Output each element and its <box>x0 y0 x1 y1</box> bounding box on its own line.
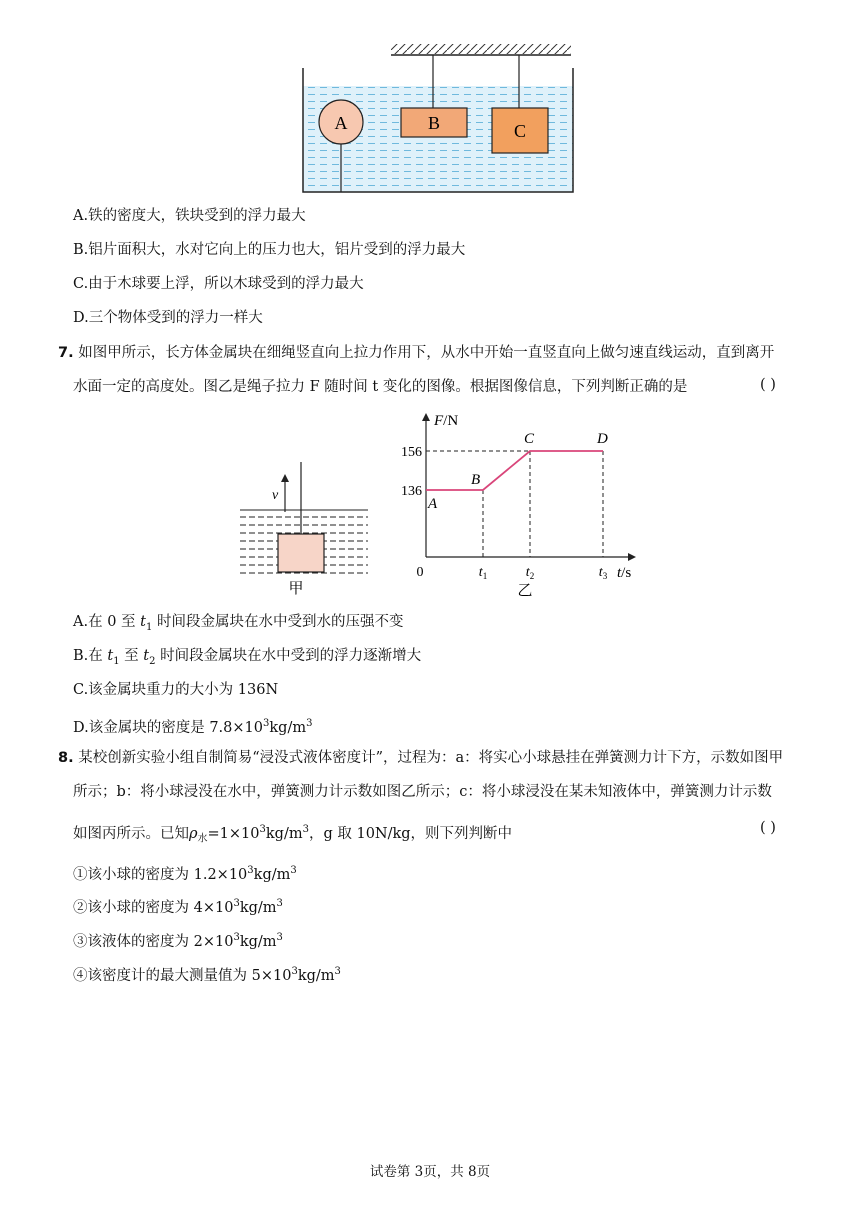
point-label-C: C <box>524 431 535 447</box>
y-axis-arrow <box>422 413 430 421</box>
q8-stem-text1: 某校创新实验小组自制简易“浸没式液体密度计”，过程为：a：将实心小球悬挂在弹簧测力计下方，示数如图甲 <box>78 750 784 766</box>
q7-stem-text1: 如图甲所示，长方体金属块在细绳竖直向上拉力作用下，从水中开始一直竖直向上做匀速直线运动，直到离开 <box>78 345 775 361</box>
velocity-label: v <box>272 488 279 503</box>
q7-option-a: A.在 0 至 $t_1$ 时间段金属块在水中受到水的压强不变 <box>73 614 404 633</box>
x-tick-label-t3: $t_3$ <box>598 565 608 581</box>
q7-option-d: D.该金属块的密度是 $7.8\times 10^3kg/m^3$ <box>73 718 313 736</box>
y-axis-label: F/N <box>434 413 459 429</box>
q7-answer-paren: ( ) <box>760 377 776 393</box>
q8-statement-4: ④该密度计的最大测量值为 $5\times 10^3kg/m^3$ <box>73 966 341 984</box>
q7-option-c: C.该金属块重力的大小为 136N <box>73 682 279 698</box>
q6-option-d: D.三个物体受到的浮力一样大 <box>73 310 263 326</box>
point-label-D: D <box>597 431 608 447</box>
q8-stem-line2: 所示；b：将小球浸没在水中，弹簧测力计示数如图乙所示；c：将小球浸没在某未知液体中，弹簧测力计示数 <box>73 784 772 800</box>
x-tick-label-t1: $t_1$ <box>478 565 488 581</box>
force-series-line <box>426 451 603 490</box>
q8-statement-1: ①该小球的密度为 $1.2\times 10^3kg/m^3$ <box>73 865 297 883</box>
y-tick-label-0: 136 <box>401 484 422 499</box>
q6-option-c: C.由于木球要上浮，所以木球受到的浮力最大 <box>73 276 364 292</box>
q8-statement-3: ③该液体的密度为 $2\times 10^3kg/m^3$ <box>73 932 283 950</box>
page-footer: 试卷第 3页，共 8页 <box>369 1164 491 1180</box>
ceiling-hatch <box>391 44 571 54</box>
origin-label: 0 <box>416 565 424 580</box>
label-a: A <box>334 113 348 133</box>
point-label-A: A <box>428 496 438 512</box>
x-axis-arrow <box>628 553 636 561</box>
force-time-chart <box>390 405 650 600</box>
label-b: B <box>427 113 441 133</box>
q6-option-a: A.铁的密度大，铁块受到的浮力最大 <box>73 208 306 224</box>
q8-stem-line3: 如图丙所示。已知$\rho_水=1\times 10^3kg/m^3$，g 取 10N/kg，则下列判断中 <box>73 824 513 845</box>
q7-number: 7. <box>58 345 74 361</box>
q7-stem-line1 <box>58 343 774 363</box>
q8-number: 8. <box>58 750 74 766</box>
chart-caption: 乙 <box>517 583 533 599</box>
label-c: C <box>513 121 527 141</box>
q7-option-b: B.在 $t_1$ 至 $t_2$ 时间段金属块在水中受到的浮力逐渐增大 <box>73 648 422 667</box>
point-label-B: B <box>471 472 481 488</box>
figure-jia-caption: 甲 <box>288 581 304 597</box>
q8-stem-line1 <box>58 748 783 768</box>
metal-block <box>278 534 324 572</box>
q8-answer-paren: ( ) <box>760 820 776 836</box>
y-tick-label-1: 156 <box>401 445 422 460</box>
x-axis-label: t/s <box>617 565 632 581</box>
x-tick-label-t2: $t_2$ <box>525 565 535 581</box>
tank-figure <box>295 42 580 194</box>
q7-stem-line2: 水面一定的高度处。图乙是绳子拉力 F 随时间 t 变化的图像。根据图像信息，下列判断正确的是 <box>73 379 688 395</box>
q8-statement-2: ②该小球的密度为 $4\times 10^3kg/m^3$ <box>73 898 283 916</box>
figure-jia <box>236 460 372 598</box>
q6-option-b: B.铝片面积大，水对它向上的压力也大，铝片受到的浮力最大 <box>73 242 466 258</box>
